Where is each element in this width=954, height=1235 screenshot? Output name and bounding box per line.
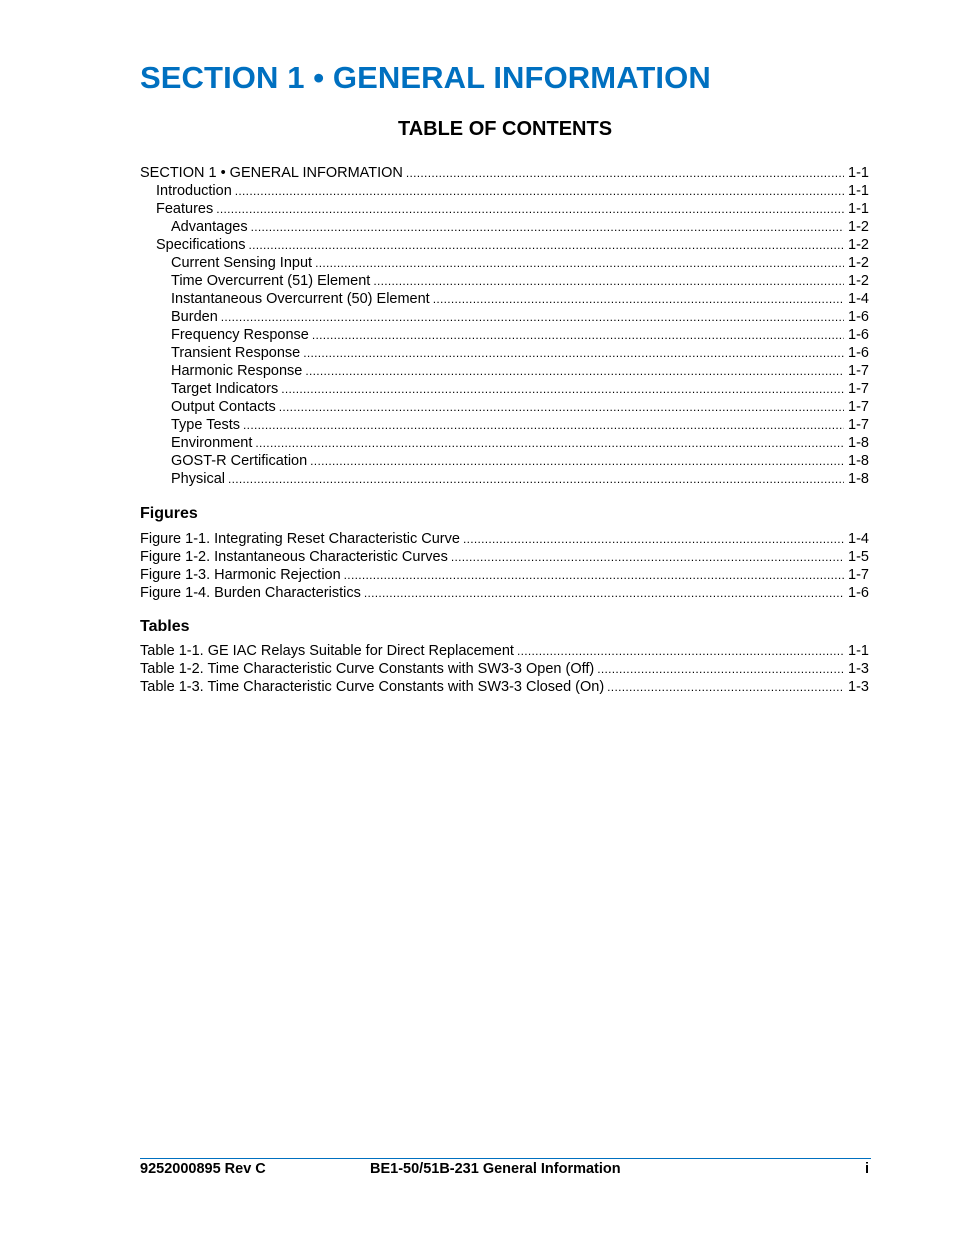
toc-list	[140, 164, 869, 488]
toc-leader-dots	[344, 566, 844, 584]
table-entry-page: 1-1	[848, 643, 869, 659]
table-entry[interactable]	[140, 642, 869, 660]
figures-list	[140, 530, 869, 602]
toc-leader-dots	[373, 272, 844, 290]
figure-entry-page: 1-7	[848, 567, 869, 583]
toc-entry[interactable]	[140, 398, 869, 416]
toc-entry[interactable]	[140, 434, 869, 452]
tables-list	[140, 642, 869, 696]
toc-entry-label: Instantaneous Overcurrent (50) Element	[171, 291, 430, 307]
toc-entry[interactable]	[140, 344, 869, 362]
toc-entry[interactable]	[140, 218, 869, 236]
figure-entry-page: 1-4	[848, 531, 869, 547]
toc-leader-dots	[406, 164, 844, 182]
toc-entry-label: GOST-R Certification	[171, 453, 308, 469]
figure-entry-label: Figure 1-4. Burden Characteristics	[140, 585, 361, 601]
toc-entry-page: 1-7	[848, 363, 869, 379]
toc-leader-dots	[607, 678, 844, 696]
page-footer	[140, 1161, 869, 1179]
toc-entry[interactable]	[140, 200, 869, 218]
toc-entry[interactable]	[140, 254, 869, 272]
figures-heading: Figures	[140, 505, 198, 522]
toc-entry-page: 1-1	[848, 201, 869, 217]
toc-leader-dots	[310, 452, 844, 470]
toc-leader-dots	[305, 362, 844, 380]
toc-entry-page: 1-2	[848, 255, 869, 271]
figure-entry-page: 1-6	[848, 585, 869, 601]
toc-entry-label: Specifications	[156, 237, 246, 253]
toc-entry-label: Transient Response	[171, 345, 301, 361]
table-entry[interactable]	[140, 678, 869, 696]
toc-entry[interactable]	[140, 290, 869, 308]
table-entry-label: Table 1-2. Time Characteristic Curve Constants with SW3-3 Open (Off)	[140, 661, 595, 677]
table-entry-page: 1-3	[848, 661, 869, 677]
toc-leader-dots	[255, 434, 844, 452]
toc-entry-page: 1-6	[848, 345, 869, 361]
toc-entry[interactable]	[140, 416, 869, 434]
toc-entry-label: Time Overcurrent (51) Element	[171, 273, 371, 289]
toc-entry-label: Introduction	[156, 183, 232, 199]
toc-leader-dots	[433, 290, 844, 308]
section-title: SECTION 1 • GENERAL INFORMATION	[140, 60, 711, 95]
toc-leader-dots	[281, 380, 844, 398]
toc-leader-dots	[517, 642, 844, 660]
toc-entry-label: Target Indicators	[171, 381, 279, 397]
footer-page-number: i	[864, 1161, 869, 1177]
table-entry[interactable]	[140, 660, 869, 678]
toc-entry[interactable]	[140, 380, 869, 398]
toc-leader-dots	[597, 660, 844, 678]
toc-leader-dots	[364, 584, 844, 602]
toc-entry-label: Output Contacts	[171, 399, 276, 415]
toc-entry-page: 1-7	[848, 399, 869, 415]
toc-leader-dots	[248, 236, 844, 254]
figure-entry-page: 1-5	[848, 549, 869, 565]
figure-entry[interactable]	[140, 584, 869, 602]
table-entry-page: 1-3	[848, 679, 869, 695]
toc-entry-label: Advantages	[171, 219, 248, 235]
toc-entry-label: Harmonic Response	[171, 363, 303, 379]
toc-entry-label: SECTION 1 • GENERAL INFORMATION	[140, 165, 403, 181]
toc-leader-dots	[463, 530, 844, 548]
toc-leader-dots	[315, 254, 844, 272]
table-entry-label: Table 1-3. Time Characteristic Curve Constants with SW3-3 Closed (On)	[140, 679, 605, 695]
toc-entry[interactable]	[140, 164, 869, 182]
toc-entry-page: 1-2	[848, 219, 869, 235]
toc-entry-page: 1-6	[848, 309, 869, 325]
figure-entry-label: Figure 1-1. Integrating Reset Characteristic Curve	[140, 531, 460, 547]
toc-entry-page: 1-8	[848, 471, 869, 487]
toc-leader-dots	[216, 200, 844, 218]
footer-doc-number: 9252000895 Rev C	[140, 1161, 266, 1177]
toc-leader-dots	[243, 416, 844, 434]
toc-leader-dots	[312, 326, 844, 344]
figure-entry[interactable]	[140, 530, 869, 548]
toc-entry[interactable]	[140, 326, 869, 344]
toc-title: TABLE OF CONTENTS	[397, 118, 613, 140]
toc-entry-label: Frequency Response	[171, 327, 309, 343]
toc-leader-dots	[451, 548, 844, 566]
toc-entry-page: 1-2	[848, 273, 869, 289]
figure-entry[interactable]	[140, 566, 869, 584]
toc-entry-label: Type Tests	[171, 417, 241, 433]
toc-entry-label: Burden	[171, 309, 218, 325]
toc-entry[interactable]	[140, 236, 869, 254]
toc-leader-dots	[235, 182, 844, 200]
toc-entry-label: Environment	[171, 435, 253, 451]
toc-leader-dots	[251, 218, 844, 236]
toc-entry[interactable]	[140, 272, 869, 290]
toc-entry-page: 1-1	[848, 183, 869, 199]
toc-leader-dots	[228, 470, 844, 488]
figure-entry[interactable]	[140, 548, 869, 566]
footer-rule	[140, 1158, 871, 1159]
toc-leader-dots	[221, 308, 844, 326]
toc-entry-page: 1-7	[848, 417, 869, 433]
toc-entry-page: 1-6	[848, 327, 869, 343]
toc-entry[interactable]	[140, 470, 869, 488]
toc-entry-page: 1-8	[848, 435, 869, 451]
toc-entry[interactable]	[140, 182, 869, 200]
toc-entry-page: 1-4	[848, 291, 869, 307]
toc-entry-page: 1-1	[848, 165, 869, 181]
toc-entry[interactable]	[140, 452, 869, 470]
toc-entry-page: 1-8	[848, 453, 869, 469]
toc-entry[interactable]	[140, 362, 869, 380]
toc-entry-page: 1-7	[848, 381, 869, 397]
tables-heading: Tables	[140, 618, 190, 635]
figure-entry-label: Figure 1-2. Instantaneous Characteristic Curves	[140, 549, 448, 565]
toc-leader-dots	[303, 344, 844, 362]
table-entry-label: Table 1-1. GE IAC Relays Suitable for Direct Replacement	[140, 643, 514, 659]
figure-entry-label: Figure 1-3. Harmonic Rejection	[140, 567, 341, 583]
toc-leader-dots	[279, 398, 844, 416]
toc-entry-label: Physical	[171, 471, 225, 487]
footer-doc-title: BE1-50/51B-231 General Information	[370, 1161, 621, 1177]
toc-entry-page: 1-2	[848, 237, 869, 253]
toc-entry-label: Features	[156, 201, 214, 217]
toc-entry[interactable]	[140, 308, 869, 326]
toc-entry-label: Current Sensing Input	[171, 255, 313, 271]
